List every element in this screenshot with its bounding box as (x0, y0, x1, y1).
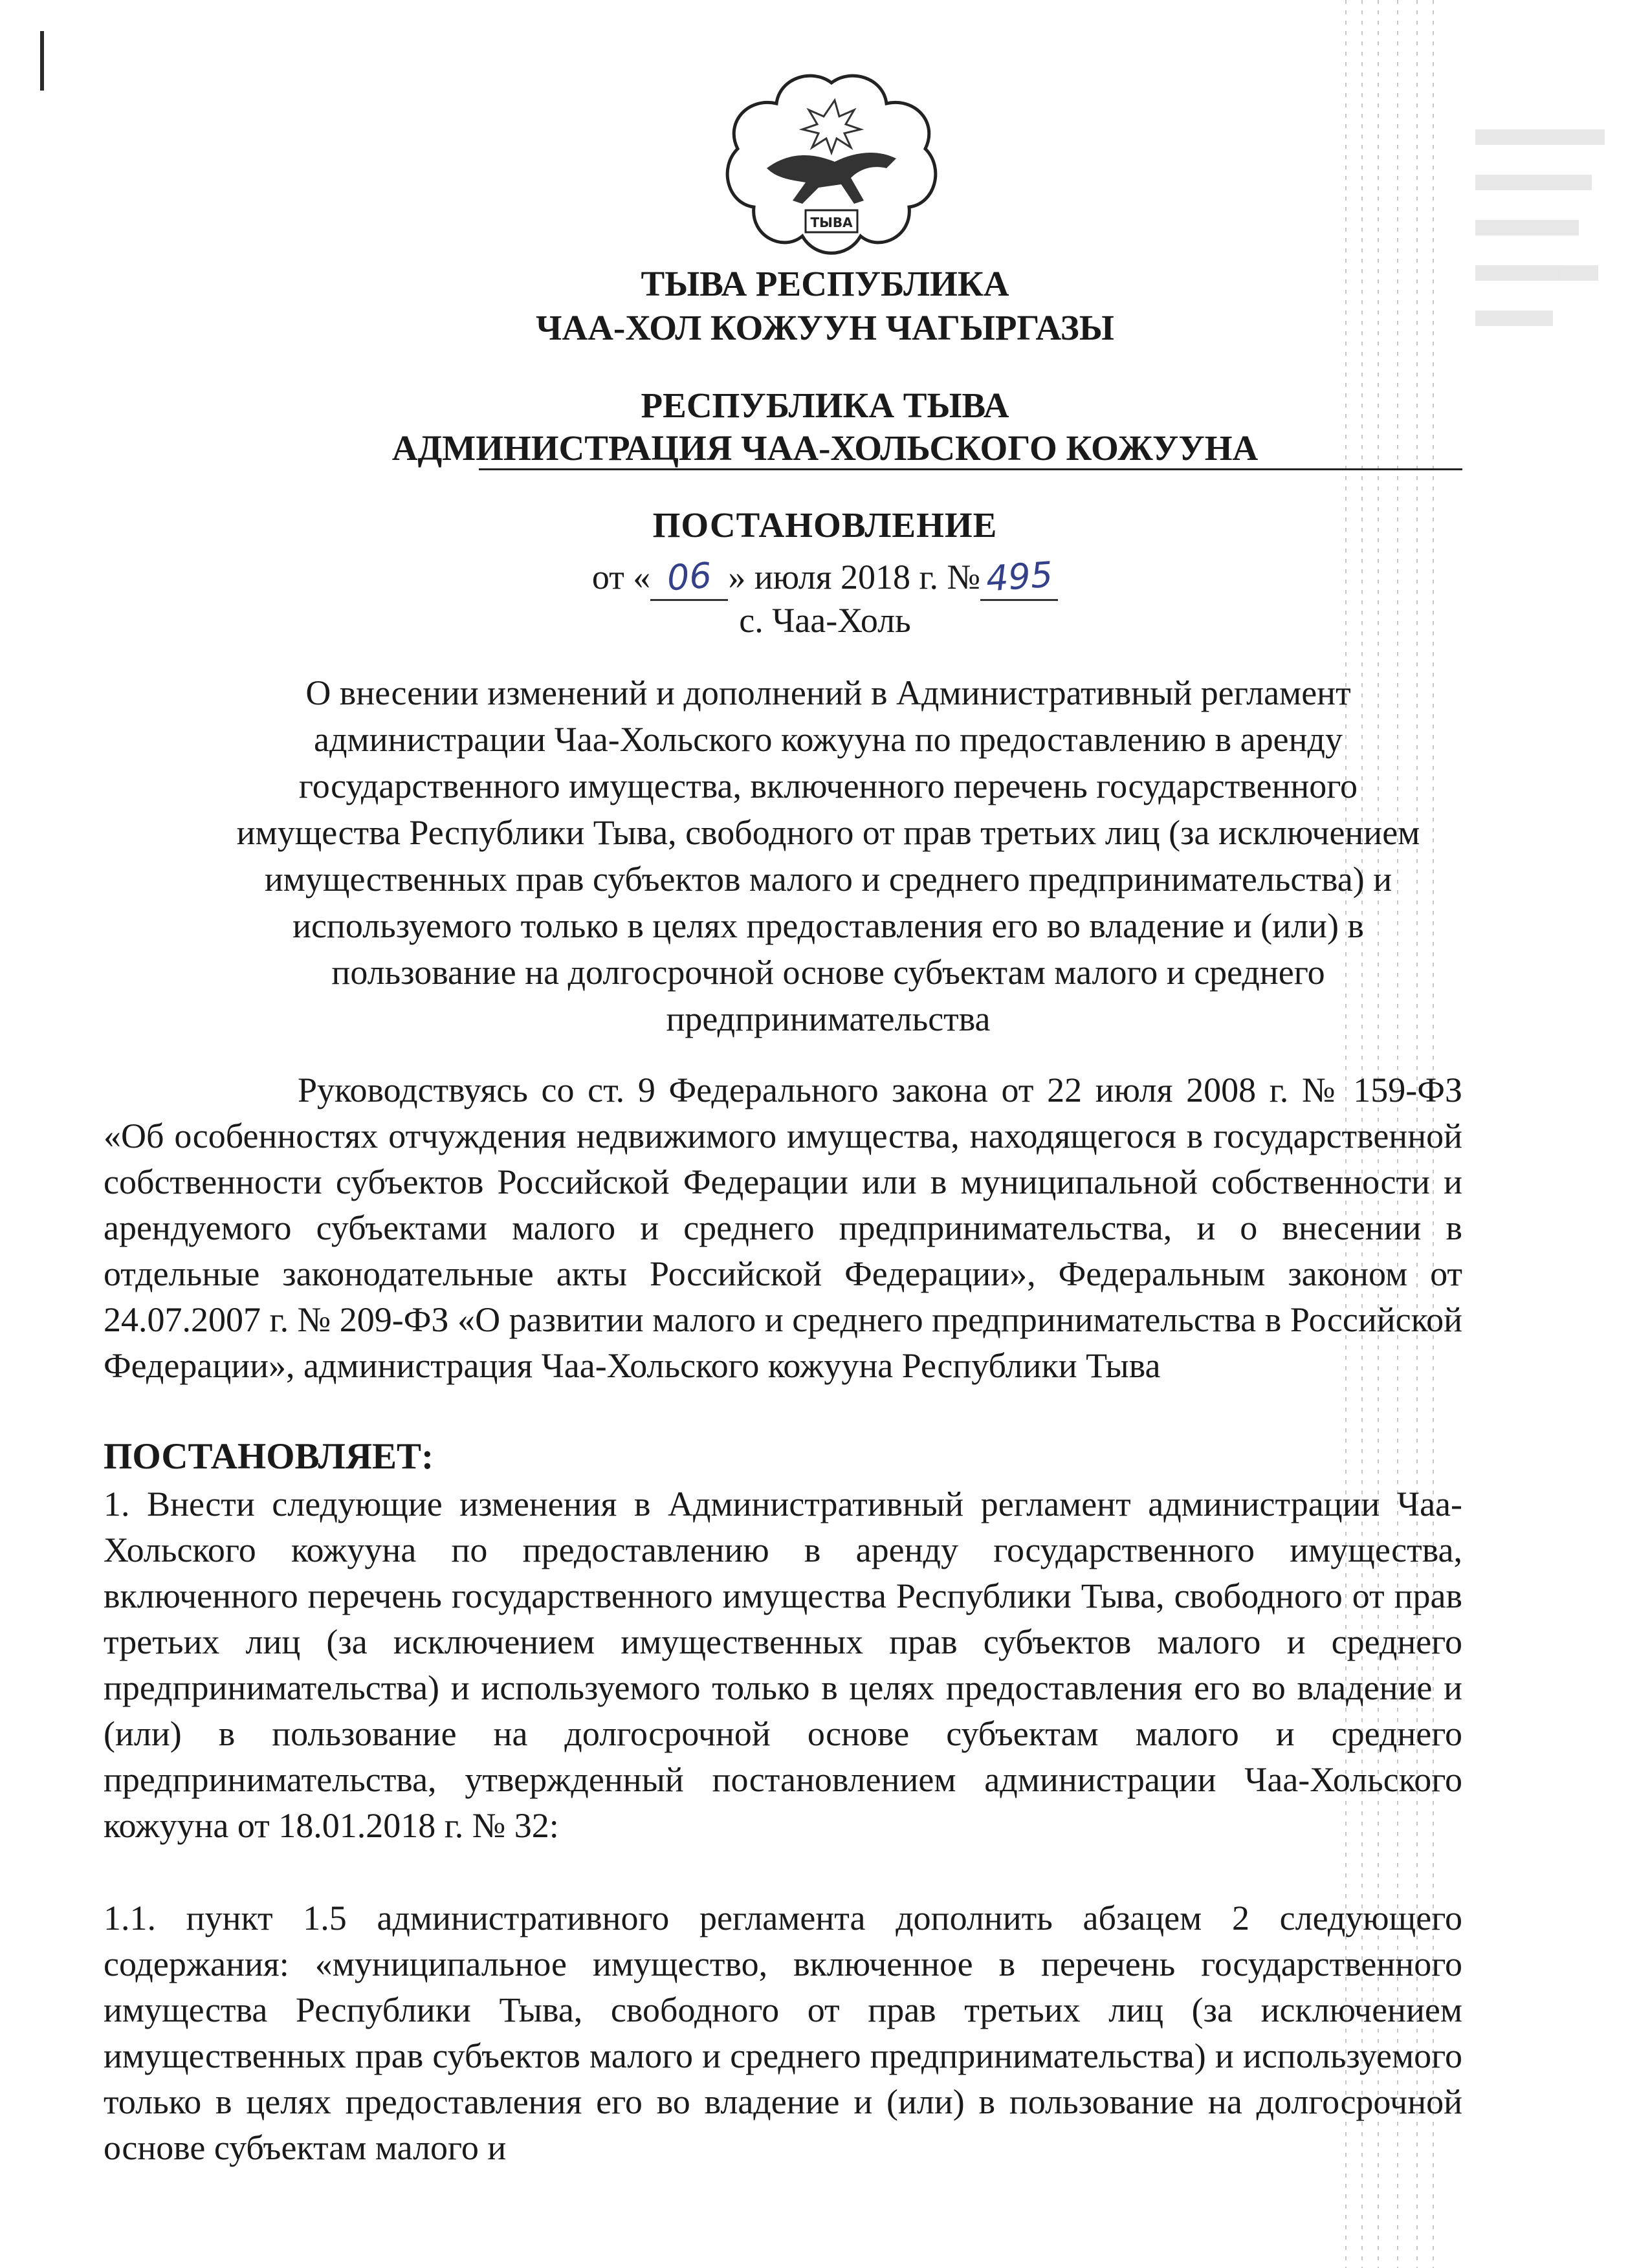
resolution-subject: О внесении изменений и дополнений в Административный регламент администрации Чаа-Хольского кожууна по предоставлению в аренду государственного имущества, включенного перечень государственного имущества Республики Тыва, свободного от прав третьих лиц (за исключением имущественных прав субъектов малого и среднего предпринимательства) и используемого только в целях предоставления его во владение и (или) в пользование на долгосрочной основе субъектам малого и среднего предпринимательства (236, 673, 1420, 1038)
number-field (980, 555, 1058, 601)
header-divider (479, 468, 1462, 470)
day-field (650, 555, 728, 601)
preamble-paragraph: Руководствуясь со ст. 9 Федерального закона от 22 июля 2008 г. № 159-ФЗ «Об особенностях отчуждения недвижимого имущества, находящегося в государственной собственности субъектов Российской Федерации или в муниципальной собственности и арендуемого субъектами малого и среднего предпринимательства, и о внесении в отдельные законодательные акты Российской Федерации», Федеральным законом от 24.07.2007 г. № 209-ФЗ «О развитии малого и среднего предпринимательства в Российской Федерации», администрация Чаа-Хольского кожууна Республики Тыва (104, 1071, 1462, 1385)
header-line-3: РЕСПУБЛИКА ТЫВА (641, 386, 1009, 425)
handwritten-number: 495 (984, 554, 1054, 600)
item-1-paragraph: 1. Внести следующие изменения в Административный регламент администрации Чаа-Хольского кожууна по предоставлению в аренду государственного имущества, включенного перечень государственного имущества Республики Тыва, свободного от прав третьих лиц (за исключением имущественных прав субъектов малого и среднего предпринимательства) и используемого только в целях предоставления его во владение и (или) в пользование на долгосрочной основе субъектам малого и среднего предпринимательства, утвержденный постановлением администрации Чаа-Хольского кожууна от 18.01.2018 г. № 32: (104, 1485, 1462, 1845)
header-line-4: АДМИНИСТРАЦИЯ ЧАА-ХОЛЬСКОГО КОЖУУНА (391, 428, 1259, 468)
document-title: ПОСТАНОВЛЕНИЕ (652, 505, 998, 545)
date-prefix: от « (591, 558, 651, 596)
header-line-1: ТЫВА РЕСПУБЛИКА (641, 264, 1009, 303)
handwritten-day: 06 (665, 554, 713, 599)
date-middle: » июля 2018 г. № (728, 558, 981, 596)
resolve-heading: ПОСТАНОВЛЯЕТ: (104, 1436, 434, 1477)
resolution-date (0, 555, 1650, 601)
tyva-emblem-icon (721, 71, 941, 259)
header-line-2: ЧАА-ХОЛ КОЖУУН ЧАГЫРГАЗЫ (536, 308, 1114, 347)
emblem-label: ТЫВА (810, 215, 853, 230)
item-1-1-paragraph: 1.1. пункт 1.5 административного регламента дополнить абзацем 2 следующего содержания: «муниципальное имущество, включенное в перечень государственного имущества Республики Тыва, свободного от прав третьих лиц (за исключением имущественных прав субъектов малого и среднего предпринимательства) и используемого только в целях предоставления его во владение и (или) в пользование на долгосрочной основе субъектам малого и (104, 1899, 1462, 2167)
place-of-issue: с. Чаа-Холь (739, 601, 911, 640)
